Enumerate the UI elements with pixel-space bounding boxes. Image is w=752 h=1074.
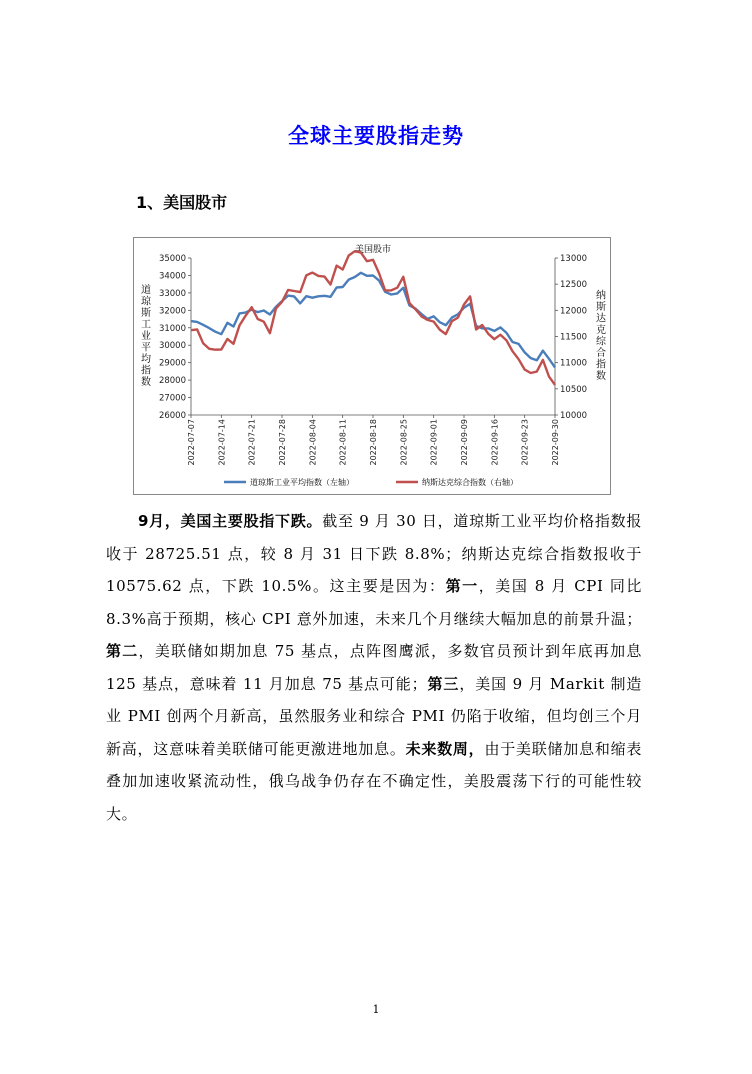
x-tick-label: 2022-07-07 <box>187 419 196 466</box>
x-tick-label: 2022-09-01 <box>429 419 439 466</box>
x-tick-label: 2022-08-18 <box>369 419 378 466</box>
section-heading: 1、美国股市 <box>136 193 228 212</box>
left-tick-label: 32000 <box>158 306 186 317</box>
left-axis-title-char: 斯 <box>141 307 151 319</box>
x-tick-label: 2022-09-23 <box>520 419 530 466</box>
right-tick-label: 11500 <box>560 332 588 343</box>
point-1-label: 第一 <box>445 577 479 595</box>
x-tick-label: 2022-08-11 <box>338 419 348 466</box>
left-tick-label: 27000 <box>158 393 186 404</box>
dow-jones-line <box>191 273 555 368</box>
point-3-text: ，美国 9 月 Markit 制造业 PMI 创两个月新高，虽然服务业和综合 PMI 仍陷于收缩，但均创三个月新高，这意味着美联储可能更激进地加息。 <box>106 674 643 758</box>
x-tick-label: 2022-08-04 <box>308 419 318 466</box>
x-tick-label: 2022-09-30 <box>551 419 560 466</box>
left-tick-label: 33000 <box>158 288 186 299</box>
right-tick-label: 12000 <box>560 306 588 317</box>
right-axis-title-char: 克 <box>596 325 606 336</box>
x-tick-label: 2022-08-25 <box>399 419 409 466</box>
right-axis-title-char: 合 <box>596 348 606 359</box>
left-tick-label: 26000 <box>158 411 186 421</box>
point-3-label: 第三 <box>427 674 460 693</box>
point-2-label: 第二 <box>106 642 139 660</box>
right-tick-label: 10500 <box>560 384 588 395</box>
x-tick-label: 2022-07-21 <box>247 419 257 466</box>
right-axis-title-char: 斯 <box>596 302 606 313</box>
left-axis-title-char: 均 <box>141 353 151 365</box>
left-axis-title-char: 业 <box>141 330 151 342</box>
left-axis-title-char: 琼 <box>141 296 151 308</box>
chart-svg <box>134 238 610 494</box>
page-title: 全球主要股指走势 <box>288 124 464 148</box>
right-axis-title-char: 综 <box>596 336 606 348</box>
x-tick-label: 2022-07-14 <box>217 419 227 466</box>
right-axis-title-char: 达 <box>596 313 606 325</box>
left-axis-title-char: 数 <box>141 376 151 388</box>
body-paragraph <box>106 505 642 830</box>
left-axis-title-char: 指 <box>141 365 151 377</box>
page-number: 1 <box>372 1003 380 1016</box>
outlook-text: 由于美联储加息和缩表叠加加速收紧流动性，俄乌战争仍存在不确定性，美股震荡下行的可能性较大。 <box>106 739 642 823</box>
right-tick-label: 13000 <box>560 254 588 264</box>
right-axis-title-char: 纳 <box>596 290 606 302</box>
lead-bold: 9月，美国主要股指下跌。 <box>138 512 323 530</box>
chart-title: 美国股市 <box>354 245 392 255</box>
point-1-text: ，美国 8 月 CPI 同比 8.3%高于预期，核心 CPI 意外加速，未来几个月继续大幅加息的前景升温； <box>106 577 643 628</box>
x-tick-label: 2022-09-09 <box>460 419 469 466</box>
left-axis-title-char: 工 <box>141 319 151 331</box>
left-axis-title-char: 道 <box>141 284 151 296</box>
x-tick-label: 2022-07-28 <box>278 419 287 466</box>
legend-label: 道琼斯工业平均指数（左轴） <box>250 478 354 487</box>
x-tick-label: 2022-09-16 <box>490 419 500 466</box>
right-axis-title-char: 指 <box>596 359 606 371</box>
nasdaq-line <box>191 251 555 385</box>
right-tick-label: 12500 <box>560 280 588 291</box>
point-2-text: ，美联储如期加息 75 基点，点阵图鹰派，多数官员预计到年底再加息 125 基点，意味着 11 月加息 75 基点可能； <box>106 642 642 693</box>
left-tick-label: 35000 <box>158 254 186 264</box>
left-tick-label: 29000 <box>158 358 186 369</box>
left-tick-label: 28000 <box>158 376 186 387</box>
left-tick-label: 31000 <box>158 323 186 334</box>
legend-label: 纳斯达克综合指数（右轴） <box>422 478 518 487</box>
left-tick-label: 34000 <box>158 271 186 282</box>
right-axis-title-char: 数 <box>596 371 606 382</box>
left-axis-title-char: 平 <box>141 342 151 354</box>
right-tick-label: 10000 <box>560 411 588 421</box>
left-tick-label: 30000 <box>158 341 186 352</box>
us-stock-chart <box>133 237 611 495</box>
right-tick-label: 11000 <box>560 358 588 369</box>
outlook-label: 未来数周， <box>405 739 485 758</box>
lead-text: 截至 9 月 30 日，道琼斯工业平均价格指数报收于 28725.51 点，较 8 月 31 日下跌 8.8%；纳斯达克综合指数报收于 10575.62 点，下跌 10.5%。这主要是因为： <box>106 512 642 595</box>
